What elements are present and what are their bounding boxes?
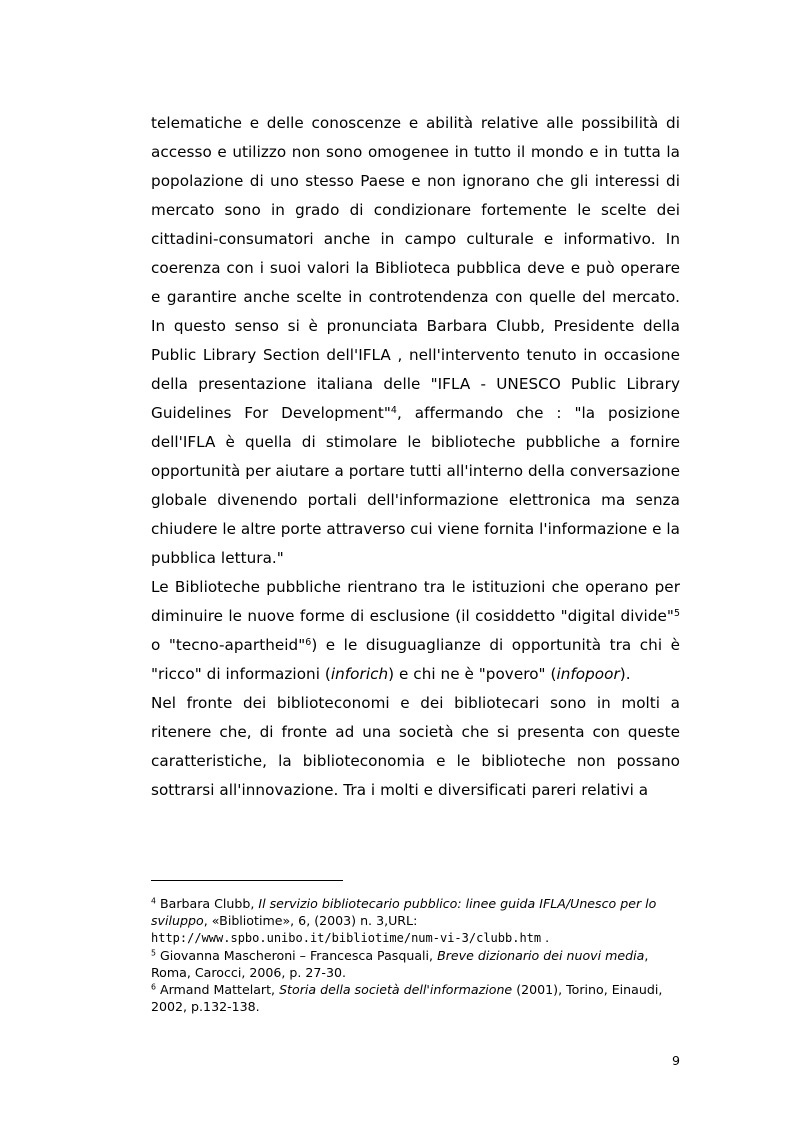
term-infopoor: infopoor: [556, 665, 620, 683]
footnote-separator: [151, 880, 343, 881]
footnote-4-text-a: Barbara Clubb,: [155, 896, 259, 911]
paragraph-3: Nel fronte dei biblioteconomi e dei bibliotecari sono in molti a ritenere che, di fronte ad una società che si presenta con queste caratteristiche, la biblioteconomia e le biblioteche non possano sottrarsi all'innovazione. Tra i molti e diversificati pareri relativi a: [151, 694, 680, 799]
paragraph-1-text-b: , affermando che : "la posizione dell'IFLA è quella di stimolare le biblioteche pubbliche a fornire opportunità per aiutare a portare tutti all'interno della conversazione globale divenendo portali dell'informazione elettronica ma senza chiudere le altre porte attraverso cui viene fornita l'informazione e la pubblica lettura.": [151, 404, 680, 567]
paragraph-2-text-a: Le Biblioteche pubbliche rientrano tra le istituzioni che operano per diminuire le nuove forme di esclusione (il cosiddetto "digital divide": [151, 578, 680, 625]
footnote-4: [151, 895, 680, 947]
footnote-4-number: 4: [151, 896, 156, 906]
footnote-5-number: 5: [151, 948, 156, 958]
footnote-4-text-c: .: [541, 930, 550, 945]
footnote-6: [151, 981, 680, 1015]
footnote-4-url-link[interactable]: http://www.spbo.unibo.it/bibliotime/num-vi-3/clubb.htm: [151, 931, 542, 945]
footnotes: [151, 895, 680, 1015]
footnote-6-number: 6: [151, 982, 156, 992]
paragraph-1-text-a: telematiche e delle conoscenze e abilità relative alle possibilità di accesso e utilizzo non sono omogenee in tutto il mondo e in tutta la popolazione di uno stesso Paese e non ignorano che gli interessi di mercato sono in grado di condizionare fortemente le scelte dei cittadini-consumatori anche in campo culturale e informativo. In coerenza con i suoi valori la Biblioteca pubblica deve e può operare e garantire anche scelte in controtendenza con quelle del mercato. In questo senso si è pronunciata Barbara Clubb, Presidente della Public Library Section dell'IFLA , nell'intervento tenuto in occasione della presentazione italiana delle "IFLA - UNESCO Public Library Guidelines For Development": [151, 114, 680, 422]
footnote-ref-4[interactable]: 4: [390, 404, 397, 416]
footnote-6-text-a: Armand Mattelart,: [155, 982, 280, 997]
footnote-6-title: Storia della società dell'informazione: [279, 982, 513, 997]
footnote-ref-5[interactable]: 5: [673, 607, 680, 619]
footnote-5-text-b: , Roma, Carocci, 2006, p. 27-30.: [151, 948, 649, 980]
paragraph-2: [151, 573, 680, 689]
paragraph-2-text-d: ) e chi ne è "povero" (: [388, 665, 557, 683]
paragraph-2-text-c: ) e le disuguaglianze di opportunità tra chi è "ricco" di informazioni (: [151, 636, 680, 683]
footnote-5: [151, 947, 680, 981]
footnote-4-title: Il servizio bibliotecario pubblico: linee guida IFLA/Unesco per lo sviluppo: [151, 896, 657, 928]
paragraph-2-text-e: ).: [619, 665, 631, 683]
footnote-5-text-a: Giovanna Mascheroni – Francesca Pasquali,: [155, 948, 438, 963]
page-number: 9: [671, 1053, 680, 1068]
paragraph-1: [151, 109, 680, 573]
paragraph-2-text-b: o "tecno-apartheid": [151, 636, 306, 654]
body-text: [151, 109, 680, 805]
footnote-4-text-b: , «Bibliotime», 6, (2003) n. 3,URL:: [203, 913, 418, 928]
footnote-6-text-b: (2001), Torino, Einaudi, 2002, p.132-138.: [151, 982, 663, 1014]
footnote-5-title: Breve dizionario dei nuovi media: [437, 948, 645, 963]
term-inforich: inforich: [330, 665, 389, 683]
footnote-ref-6[interactable]: 6: [305, 636, 312, 648]
